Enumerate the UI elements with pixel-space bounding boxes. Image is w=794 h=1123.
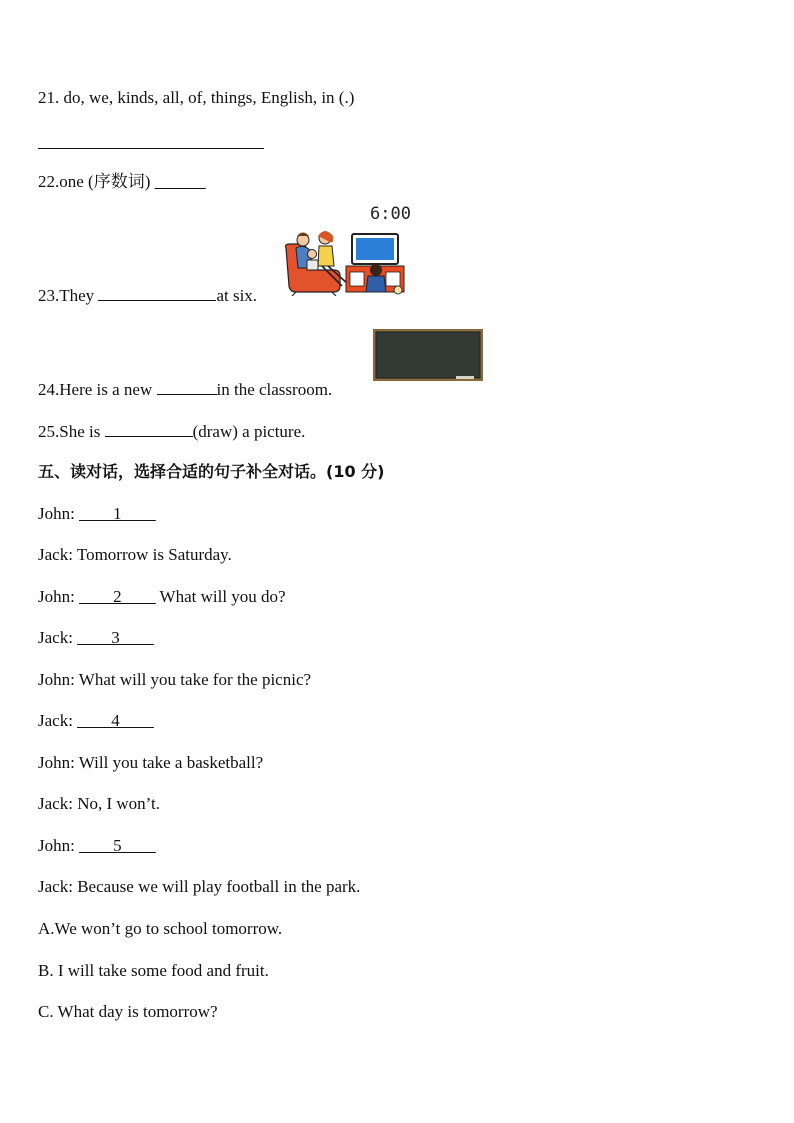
dialog-speaker: Jack:	[38, 628, 78, 647]
dialog-line	[38, 545, 232, 565]
dialog-line	[38, 504, 156, 524]
dialog-speaker: John:	[38, 587, 80, 606]
question-25-tail: (draw) a picture.	[192, 422, 306, 441]
question-22	[38, 172, 206, 192]
dialog-blank: ____3____	[77, 628, 154, 647]
question-22-text: 22.one (序数词)	[38, 172, 155, 191]
question-21	[38, 88, 354, 108]
family-watching-tv-image	[282, 226, 410, 296]
dialog-blank: ____5____	[79, 836, 156, 855]
dialog-text: Will you take a basketball?	[78, 753, 264, 772]
option-a: A.We won’t go to school tomorrow.	[38, 919, 283, 938]
question-25-lead: 25.She is	[38, 422, 105, 441]
question-21-text: 21. do, we, kinds, all, of, things, English, in (.)	[38, 88, 355, 107]
dialog-speaker: Jack:	[38, 794, 78, 813]
dialog-speaker: Jack:	[38, 545, 77, 564]
option-b: B. I will take some food and fruit.	[38, 961, 269, 980]
question-23-tail: at six.	[216, 286, 258, 305]
dialog-line	[38, 670, 311, 690]
blank-25	[105, 420, 193, 437]
dialog-blank: ____1____	[79, 504, 156, 523]
dialog-line	[38, 753, 263, 773]
dialog-speaker: John:	[38, 504, 80, 523]
dialog-speaker: John:	[38, 836, 80, 855]
question-25	[38, 420, 305, 442]
dialog-line	[38, 794, 160, 814]
dialog-line	[38, 711, 154, 731]
blank-22: ______	[154, 172, 206, 191]
question-24	[38, 378, 332, 400]
dialog-text: Tomorrow is Saturday.	[76, 545, 232, 564]
dialog-line	[38, 877, 360, 897]
question-24-lead: 24.Here is a new	[38, 380, 157, 399]
dialog-blank: ____4____	[77, 711, 154, 730]
blank-24	[157, 378, 217, 395]
section-5-heading: 五、读对话，选择合适的句子补全对话。(10 分)	[38, 462, 385, 481]
dialog-speaker: John:	[38, 670, 79, 689]
dialog-blank: ____2____	[79, 587, 156, 606]
question-23-lead: 23.They	[38, 286, 99, 305]
dialog-text: No, I won’t.	[77, 794, 160, 813]
blank-23	[98, 284, 216, 301]
clock-time: 6:00	[370, 204, 411, 224]
dialog-speaker: John:	[38, 753, 79, 772]
dialog-text: Because we will play football in the park.	[77, 877, 361, 896]
answer-line-21	[38, 148, 264, 149]
dialog-line	[38, 836, 156, 856]
question-23	[38, 284, 257, 306]
blackboard-image	[372, 328, 484, 382]
dialog-line	[38, 628, 154, 648]
question-24-tail: in the classroom.	[216, 380, 333, 399]
option-c: C. What day is tomorrow?	[38, 1002, 218, 1021]
dialog-text: What will you take for the picnic?	[78, 670, 312, 689]
dialog-line	[38, 587, 286, 607]
dialog-speaker: Jack:	[38, 877, 78, 896]
dialog-text: What will you do?	[155, 587, 286, 606]
dialog-speaker: Jack:	[38, 711, 78, 730]
